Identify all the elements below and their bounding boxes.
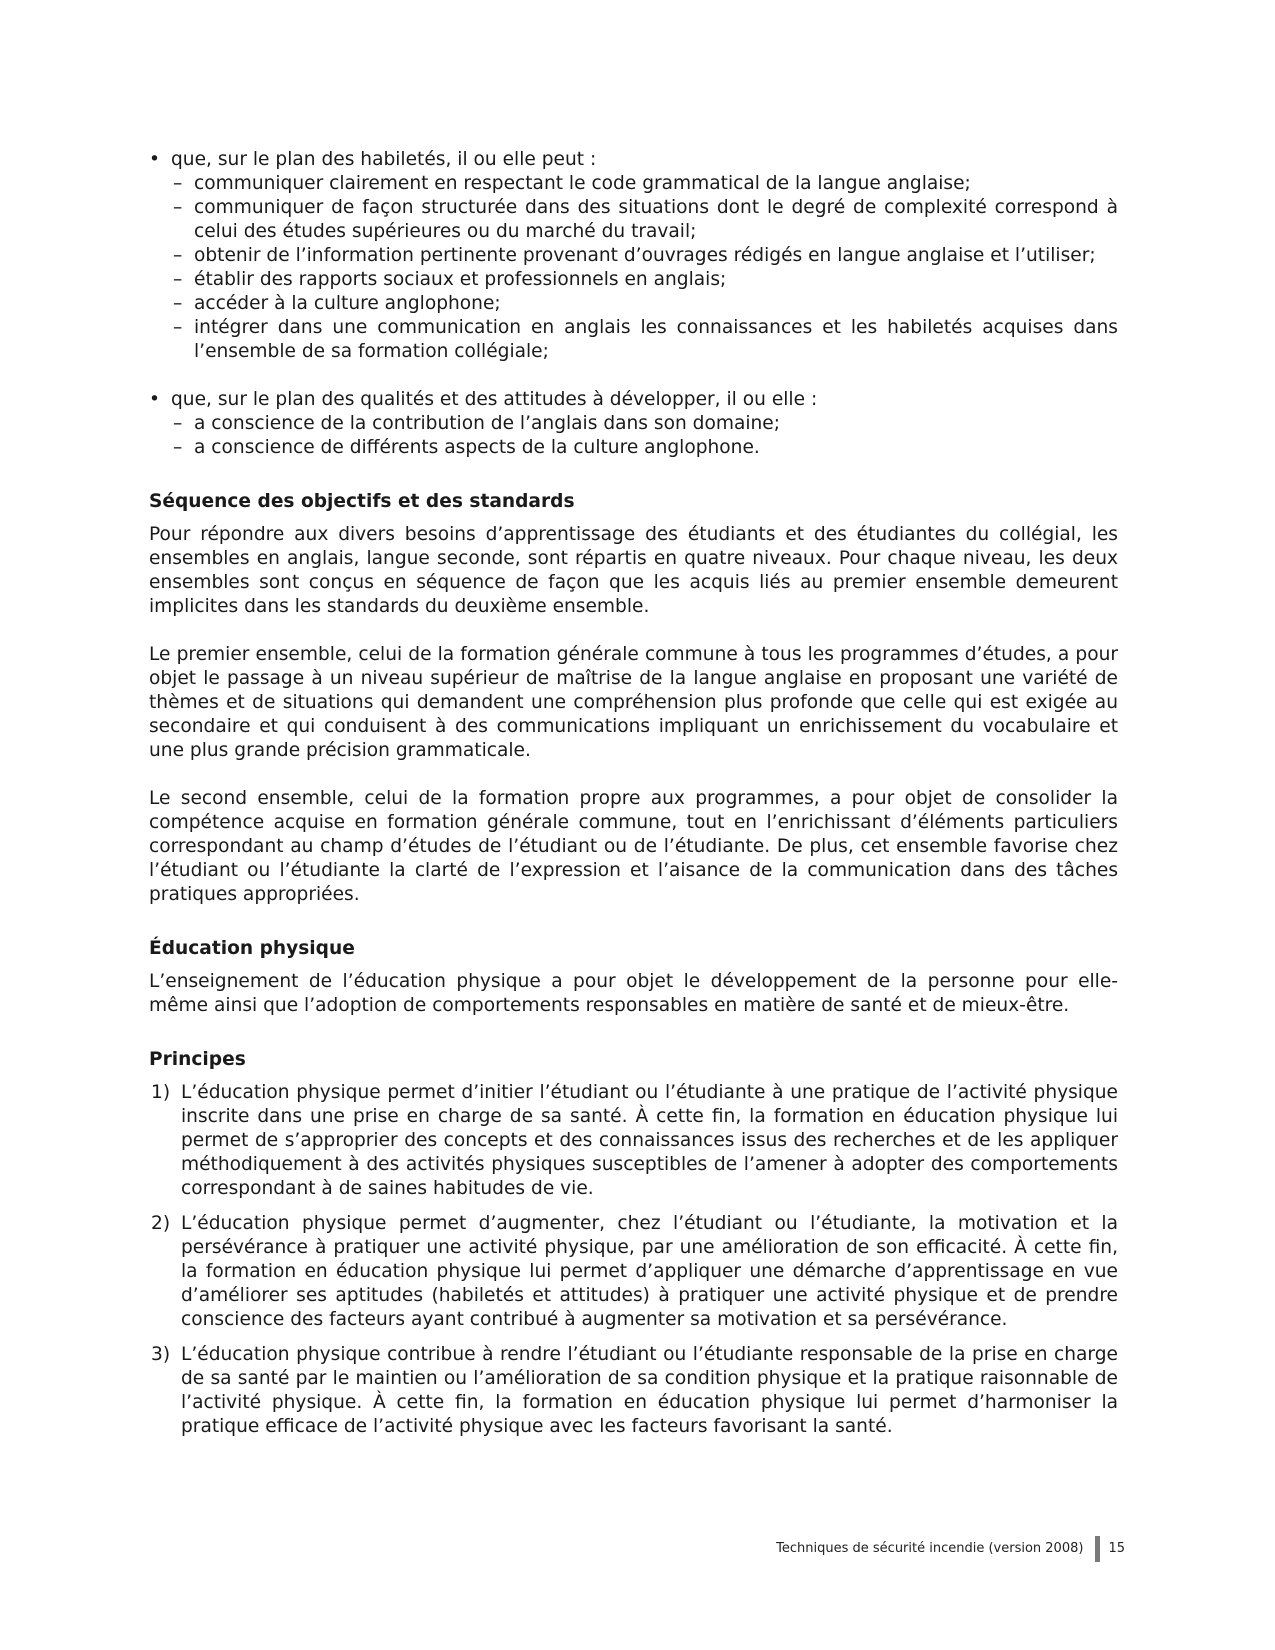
principle-text: L’éducation physique contribue à rendre l’étudiant ou l’étudiante responsable de la prise en charge de sa santé par le maintien ou l’amélioration de sa condition physique et la pratique raisonnable de l’activité physique. À cette fin, la formation en éducation physique lui permet d’harmoniser la pratique efficace de l’activité physique avec les facteurs favorisant la santé. (181, 1344, 1118, 1437)
principle-number: 2) (151, 1213, 171, 1234)
sequence-paragraph: Pour répondre aux divers besoins d’apprentissage des étudiants et des étudiantes du collégial, les ensembles en anglais, langue seconde, sont répartis en quatre niveaux. Pour chaque niveau, les deux ensembles sont conçus en séquence de façon que les acquis liés au premier ensemble demeurent implicites dans les standards du deuxième ensemble. (149, 524, 1118, 617)
list-item: – a conscience de différents aspects de la culture anglophone. (173, 437, 760, 458)
principle-number: 1) (151, 1082, 171, 1103)
footer-title: Techniques de sécurité incendie (version 2008) (776, 1541, 1084, 1556)
dash-icon: – (173, 245, 183, 266)
list-item: – établir des rapports sociaux et professionnels en anglais; (173, 269, 727, 290)
list-item: – a conscience de la contribution de l’anglais dans son domaine; (173, 413, 780, 434)
list-item: – obtenir de l’information pertinente provenant d’ouvrages rédigés en langue anglaise et l’utiliser; (173, 245, 1096, 266)
bullet-icon: • (149, 149, 160, 170)
education-paragraph: L’enseignement de l’éducation physique a pour objet le développement de la personne pour elle-même ainsi que l’adoption de comportements responsables en matière de santé et de mieux-être. (149, 971, 1118, 1016)
principles-heading: Principes (149, 1049, 246, 1070)
dash-icon: – (173, 269, 183, 290)
list-item: – accéder à la culture anglophone; (173, 293, 501, 314)
attitudes-block (149, 388, 1118, 460)
principle-number: 3) (151, 1344, 171, 1365)
dash-icon: – (173, 173, 183, 194)
principle-item (149, 1343, 1118, 1439)
principle-item (149, 1081, 1118, 1201)
abilities-block (149, 148, 1118, 364)
principle-text: L’éducation physique permet d’augmenter, chez l’étudiant ou l’étudiante, la motivation et la persévérance à pratiquer une activité physique, par une amélioration de son efficacité. À cette fin, la formation en éducation physique lui permet d’appliquer une démarche d’apprentissage en vue d’améliorer ses aptitudes (habiletés et attitudes) à pratiquer une activité physique et de prendre conscience des facteurs ayant contribué à augmenter sa motivation et sa persévérance. (181, 1213, 1118, 1330)
abilities-intro (149, 148, 1118, 172)
list-item: – communiquer clairement en respectant le code grammatical de la langue anglaise; (173, 173, 971, 194)
dash-icon: – (173, 413, 183, 434)
page-body (149, 148, 1118, 1450)
dash-icon: – (173, 437, 183, 458)
page-footer (776, 1536, 1125, 1562)
list-item: – intégrer dans une communication en anglais les connaissances et les habiletés acquises dans l’ensemble de sa formation collégiale; (173, 317, 1118, 362)
sequence-paragraph: Le premier ensemble, celui de la formation générale commune à tous les programmes d’études, a pour objet le passage à un niveau supérieur de maîtrise de la langue anglaise en proposant une variété de thèmes et de situations qui demandent une compréhension plus profonde que celle qui est exigée au secondaire et qui conduisent à des communications impliquant un enrichissement du vocabulaire et une plus grande précision grammaticale. (149, 644, 1118, 761)
attitudes-intro (149, 388, 1118, 412)
list-item: – communiquer de façon structurée dans des situations dont le degré de complexité correspond à celui des études supérieures ou du marché du travail; (173, 197, 1118, 242)
page-number: 15 (1108, 1541, 1125, 1556)
attitudes-intro-text: que, sur le plan des qualités et des attitudes à développer, il ou elle : (171, 389, 818, 410)
principle-text: L’éducation physique permet d’initier l’étudiant ou l’étudiante à une pratique de l’activité physique inscrite dans une prise en charge de sa santé. À cette fin, la formation en éducation physique lui permet de s’approprier des concepts et des connaissances issus des recherches et de les appliquer méthodiquement à des activités physiques susceptibles de l’amener à adopter des comportements correspondant à de saines habitudes de vie. (181, 1082, 1118, 1199)
attitudes-list (149, 412, 1118, 460)
principle-item (149, 1212, 1118, 1332)
education-heading: Éducation physique (149, 938, 355, 959)
sequence-heading: Séquence des objectifs et des standards (149, 491, 575, 512)
principles-list (149, 1081, 1118, 1439)
dash-icon: – (173, 197, 183, 218)
abilities-list (149, 172, 1118, 364)
dash-icon: – (173, 317, 183, 338)
sequence-paragraph: Le second ensemble, celui de la formation propre aux programmes, a pour objet de consolider la compétence acquise en formation générale commune, tout en l’enrichissant d’éléments particuliers correspondant au champ d’études de l’étudiant ou de l’étudiante. De plus, cet ensemble favorise chez l’étudiant ou l’étudiante la clarté de l’expression et l’aisance de la communication dans des tâches pratiques appropriées. (149, 788, 1118, 905)
bullet-icon: • (149, 389, 160, 410)
footer-divider (1095, 1536, 1100, 1562)
abilities-intro-text: que, sur le plan des habiletés, il ou elle peut : (171, 149, 597, 170)
dash-icon: – (173, 293, 183, 314)
